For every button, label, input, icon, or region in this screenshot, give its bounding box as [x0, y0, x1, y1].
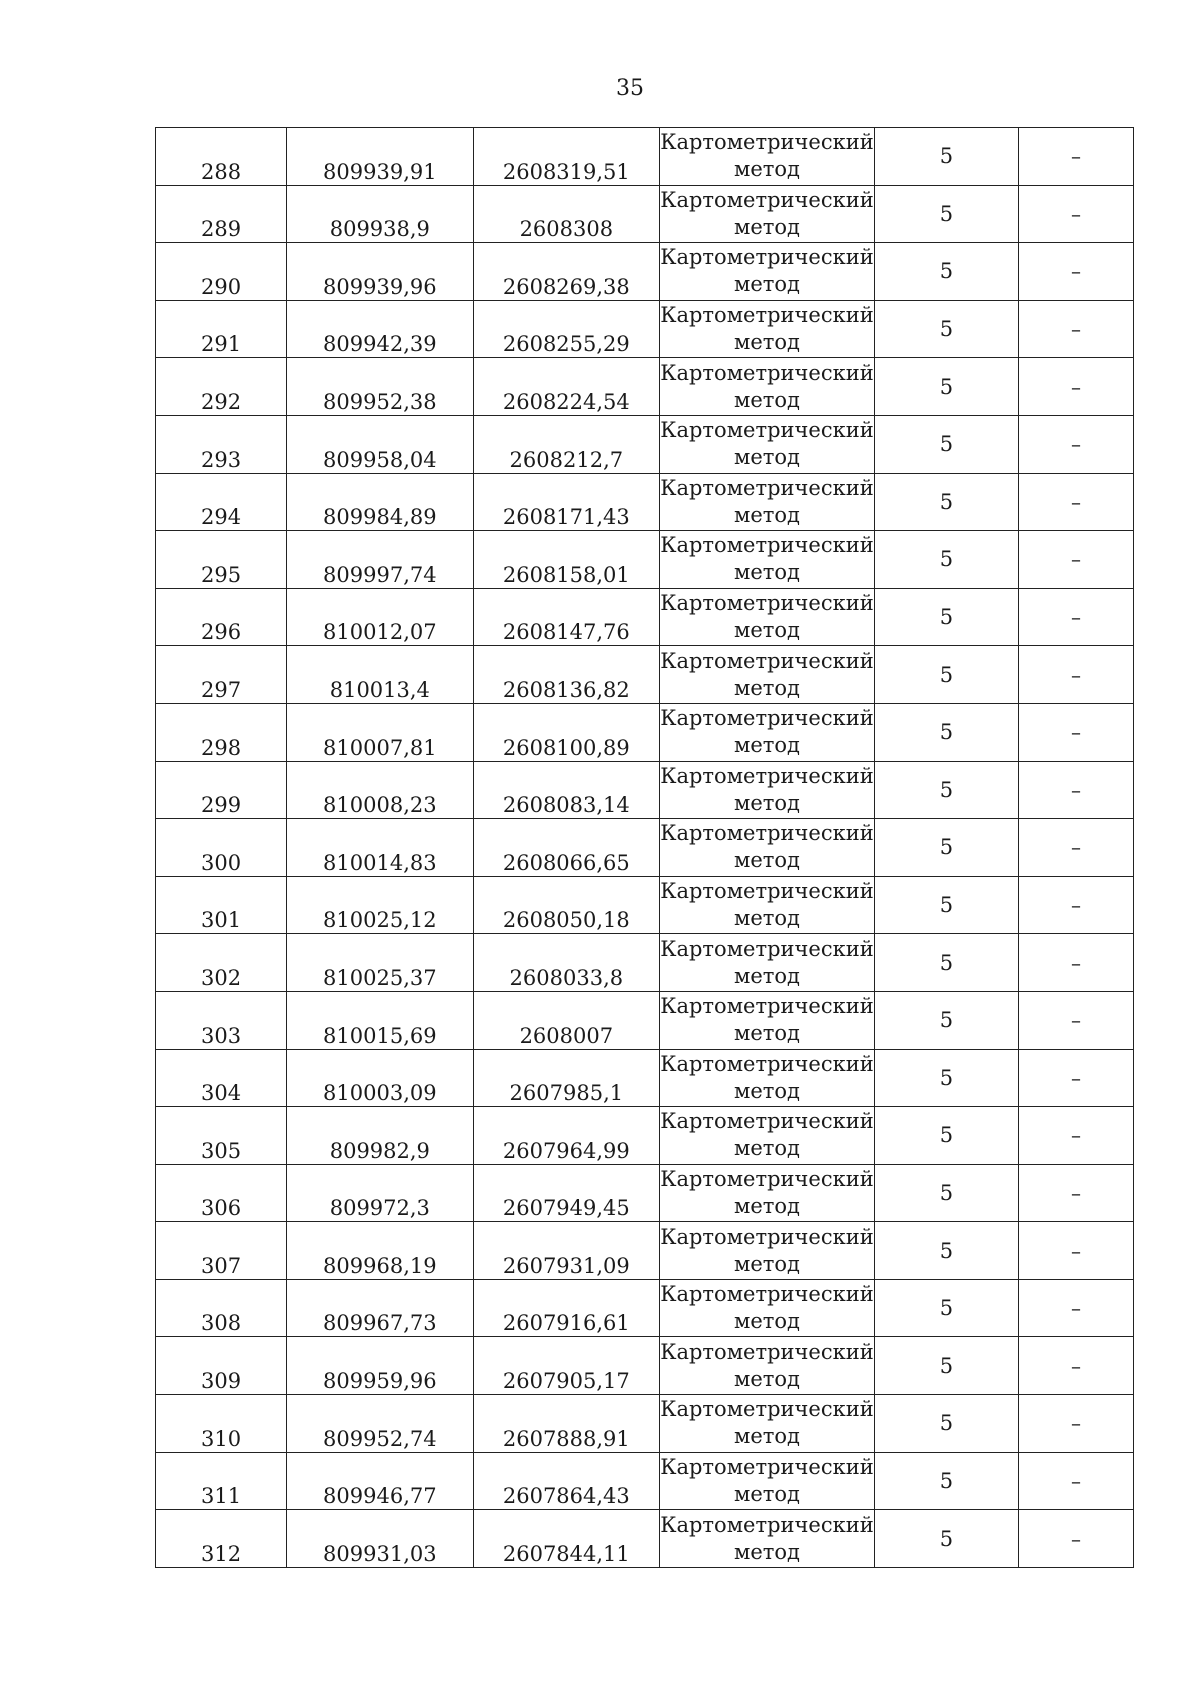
method-line-1: Картометрический — [660, 1224, 874, 1249]
description-cell: – — [1019, 991, 1134, 1049]
table-row — [156, 1222, 1134, 1280]
method-line-2: метод — [733, 214, 800, 239]
y-coordinate-cell: 2608158,01 — [473, 531, 660, 589]
description-cell: – — [1019, 588, 1134, 646]
method-line-1: Картометрический — [660, 303, 874, 328]
method-cell — [660, 1164, 875, 1222]
table-row — [156, 473, 1134, 531]
method-line-2: метод — [733, 1136, 800, 1161]
table-row — [156, 1452, 1134, 1510]
x-coordinate-cell: 809939,96 — [287, 243, 474, 301]
y-coordinate-cell: 2607931,09 — [473, 1222, 660, 1280]
description-cell: – — [1019, 646, 1134, 704]
x-coordinate-cell: 809952,38 — [287, 358, 474, 416]
x-coordinate-cell: 809952,74 — [287, 1395, 474, 1453]
method-line-2: метод — [733, 963, 800, 988]
point-number-cell: 302 — [156, 934, 287, 992]
method-line-2: метод — [733, 1078, 800, 1103]
method-line-2: метод — [733, 445, 800, 470]
method-line-2: метод — [733, 1021, 800, 1046]
y-coordinate-cell: 2608255,29 — [473, 300, 660, 358]
description-cell: – — [1019, 934, 1134, 992]
accuracy-cell: 5 — [874, 185, 1018, 243]
method-cell — [660, 646, 875, 704]
method-cell — [660, 243, 875, 301]
table-row — [156, 128, 1134, 186]
method-cell — [660, 531, 875, 589]
description-cell: – — [1019, 1395, 1134, 1453]
method-line-2: метод — [733, 387, 800, 412]
point-number-cell: 304 — [156, 1049, 287, 1107]
x-coordinate-cell: 810014,83 — [287, 819, 474, 877]
point-number-cell: 290 — [156, 243, 287, 301]
table-row — [156, 1049, 1134, 1107]
method-cell — [660, 761, 875, 819]
accuracy-cell: 5 — [874, 934, 1018, 992]
description-cell: – — [1019, 358, 1134, 416]
point-number-cell: 301 — [156, 876, 287, 934]
y-coordinate-cell: 2608171,43 — [473, 473, 660, 531]
point-number-cell: 289 — [156, 185, 287, 243]
method-line-2: метод — [733, 157, 800, 182]
x-coordinate-cell: 809942,39 — [287, 300, 474, 358]
method-line-1: Картометрический — [660, 418, 874, 443]
point-number-cell: 311 — [156, 1452, 287, 1510]
table-row — [156, 185, 1134, 243]
accuracy-cell: 5 — [874, 1510, 1018, 1568]
description-cell: – — [1019, 1049, 1134, 1107]
description-cell: – — [1019, 300, 1134, 358]
method-line-1: Картометрический — [660, 1166, 874, 1191]
x-coordinate-cell: 809938,9 — [287, 185, 474, 243]
table-row — [156, 1279, 1134, 1337]
coordinates-table — [155, 127, 1134, 1568]
y-coordinate-cell: 2608136,82 — [473, 646, 660, 704]
table-row — [156, 1337, 1134, 1395]
point-number-cell: 305 — [156, 1107, 287, 1165]
table-row — [156, 531, 1134, 589]
x-coordinate-cell: 809958,04 — [287, 415, 474, 473]
y-coordinate-cell: 2608050,18 — [473, 876, 660, 934]
method-line-1: Картометрический — [660, 821, 874, 846]
method-cell — [660, 1049, 875, 1107]
table-row — [156, 358, 1134, 416]
method-line-2: метод — [733, 733, 800, 758]
point-number-cell: 291 — [156, 300, 287, 358]
x-coordinate-cell: 809959,96 — [287, 1337, 474, 1395]
method-line-1: Картометрический — [660, 706, 874, 731]
description-cell: – — [1019, 876, 1134, 934]
description-cell: – — [1019, 415, 1134, 473]
point-number-cell: 296 — [156, 588, 287, 646]
method-line-1: Картометрический — [660, 1109, 874, 1134]
x-coordinate-cell: 809967,73 — [287, 1279, 474, 1337]
x-coordinate-cell: 810012,07 — [287, 588, 474, 646]
point-number-cell: 292 — [156, 358, 287, 416]
method-cell — [660, 473, 875, 531]
method-cell — [660, 819, 875, 877]
method-line-2: метод — [733, 1309, 800, 1334]
method-cell — [660, 1222, 875, 1280]
table-row — [156, 703, 1134, 761]
table-row — [156, 934, 1134, 992]
accuracy-cell: 5 — [874, 358, 1018, 416]
method-line-1: Картометрический — [660, 360, 874, 385]
method-line-2: метод — [733, 1539, 800, 1564]
method-cell — [660, 1510, 875, 1568]
y-coordinate-cell: 2607864,43 — [473, 1452, 660, 1510]
accuracy-cell: 5 — [874, 703, 1018, 761]
description-cell: – — [1019, 128, 1134, 186]
accuracy-cell: 5 — [874, 415, 1018, 473]
method-line-1: Картометрический — [660, 879, 874, 904]
table-row — [156, 819, 1134, 877]
table-row — [156, 243, 1134, 301]
accuracy-cell: 5 — [874, 473, 1018, 531]
x-coordinate-cell: 810007,81 — [287, 703, 474, 761]
point-number-cell: 303 — [156, 991, 287, 1049]
accuracy-cell: 5 — [874, 243, 1018, 301]
method-cell — [660, 1395, 875, 1453]
point-number-cell: 298 — [156, 703, 287, 761]
method-line-1: Картометрический — [660, 591, 874, 616]
method-cell — [660, 1452, 875, 1510]
description-cell: – — [1019, 1279, 1134, 1337]
y-coordinate-cell: 2608212,7 — [473, 415, 660, 473]
accuracy-cell: 5 — [874, 128, 1018, 186]
accuracy-cell: 5 — [874, 991, 1018, 1049]
x-coordinate-cell: 810025,12 — [287, 876, 474, 934]
method-cell — [660, 588, 875, 646]
y-coordinate-cell: 2607888,91 — [473, 1395, 660, 1453]
point-number-cell: 299 — [156, 761, 287, 819]
accuracy-cell: 5 — [874, 1395, 1018, 1453]
y-coordinate-cell: 2607916,61 — [473, 1279, 660, 1337]
table-row — [156, 1510, 1134, 1568]
method-line-1: Картометрический — [660, 1397, 874, 1422]
accuracy-cell: 5 — [874, 1164, 1018, 1222]
table-row — [156, 1164, 1134, 1222]
description-cell: – — [1019, 473, 1134, 531]
coordinates-table-body — [156, 128, 1134, 1568]
y-coordinate-cell: 2607905,17 — [473, 1337, 660, 1395]
y-coordinate-cell: 2608033,8 — [473, 934, 660, 992]
x-coordinate-cell: 809984,89 — [287, 473, 474, 531]
method-line-1: Картометрический — [660, 533, 874, 558]
x-coordinate-cell: 809972,3 — [287, 1164, 474, 1222]
method-line-2: метод — [733, 618, 800, 643]
table-row — [156, 1395, 1134, 1453]
accuracy-cell: 5 — [874, 819, 1018, 877]
point-number-cell: 310 — [156, 1395, 287, 1453]
x-coordinate-cell: 810013,4 — [287, 646, 474, 704]
accuracy-cell: 5 — [874, 1337, 1018, 1395]
y-coordinate-cell: 2608100,89 — [473, 703, 660, 761]
method-line-1: Картометрический — [660, 763, 874, 788]
point-number-cell: 294 — [156, 473, 287, 531]
y-coordinate-cell: 2607985,1 — [473, 1049, 660, 1107]
description-cell: – — [1019, 243, 1134, 301]
y-coordinate-cell: 2608007 — [473, 991, 660, 1049]
description-cell: – — [1019, 1222, 1134, 1280]
x-coordinate-cell: 810008,23 — [287, 761, 474, 819]
table-row — [156, 415, 1134, 473]
method-line-2: метод — [733, 1251, 800, 1276]
point-number-cell: 297 — [156, 646, 287, 704]
method-line-2: метод — [733, 675, 800, 700]
y-coordinate-cell: 2608308 — [473, 185, 660, 243]
description-cell: – — [1019, 1107, 1134, 1165]
description-cell: – — [1019, 1164, 1134, 1222]
method-line-1: Картометрический — [660, 245, 874, 270]
point-number-cell: 288 — [156, 128, 287, 186]
method-cell — [660, 415, 875, 473]
table-row — [156, 646, 1134, 704]
point-number-cell: 307 — [156, 1222, 287, 1280]
description-cell: – — [1019, 1337, 1134, 1395]
table-row — [156, 991, 1134, 1049]
method-cell — [660, 1337, 875, 1395]
y-coordinate-cell: 2608083,14 — [473, 761, 660, 819]
method-line-1: Картометрический — [660, 648, 874, 673]
method-line-2: метод — [733, 848, 800, 873]
method-line-1: Картометрический — [660, 1512, 874, 1537]
method-line-2: метод — [733, 1424, 800, 1449]
accuracy-cell: 5 — [874, 1049, 1018, 1107]
y-coordinate-cell: 2608319,51 — [473, 128, 660, 186]
method-line-2: метод — [733, 272, 800, 297]
x-coordinate-cell: 810003,09 — [287, 1049, 474, 1107]
y-coordinate-cell: 2607949,45 — [473, 1164, 660, 1222]
method-cell — [660, 876, 875, 934]
table-row — [156, 761, 1134, 819]
description-cell: – — [1019, 1510, 1134, 1568]
x-coordinate-cell: 809997,74 — [287, 531, 474, 589]
y-coordinate-cell: 2608269,38 — [473, 243, 660, 301]
method-line-2: метод — [733, 790, 800, 815]
y-coordinate-cell: 2608066,65 — [473, 819, 660, 877]
y-coordinate-cell: 2608224,54 — [473, 358, 660, 416]
description-cell: – — [1019, 185, 1134, 243]
x-coordinate-cell: 809968,19 — [287, 1222, 474, 1280]
method-line-1: Картометрический — [660, 130, 874, 155]
method-line-1: Картометрический — [660, 1282, 874, 1307]
accuracy-cell: 5 — [874, 876, 1018, 934]
method-cell — [660, 991, 875, 1049]
table-row — [156, 300, 1134, 358]
method-cell — [660, 358, 875, 416]
method-line-1: Картометрический — [660, 936, 874, 961]
method-line-2: метод — [733, 502, 800, 527]
method-line-2: метод — [733, 906, 800, 931]
method-cell — [660, 1279, 875, 1337]
method-cell — [660, 185, 875, 243]
method-line-1: Картометрический — [660, 187, 874, 212]
page-number: 35 — [616, 76, 644, 101]
description-cell: – — [1019, 531, 1134, 589]
description-cell: – — [1019, 761, 1134, 819]
table-row — [156, 876, 1134, 934]
point-number-cell: 312 — [156, 1510, 287, 1568]
accuracy-cell: 5 — [874, 761, 1018, 819]
accuracy-cell: 5 — [874, 1222, 1018, 1280]
point-number-cell: 293 — [156, 415, 287, 473]
point-number-cell: 309 — [156, 1337, 287, 1395]
method-cell — [660, 934, 875, 992]
method-line-2: метод — [733, 560, 800, 585]
table-row — [156, 1107, 1134, 1165]
x-coordinate-cell: 810015,69 — [287, 991, 474, 1049]
method-line-2: метод — [733, 1481, 800, 1506]
point-number-cell: 308 — [156, 1279, 287, 1337]
y-coordinate-cell: 2607964,99 — [473, 1107, 660, 1165]
x-coordinate-cell: 810025,37 — [287, 934, 474, 992]
x-coordinate-cell: 809939,91 — [287, 128, 474, 186]
accuracy-cell: 5 — [874, 300, 1018, 358]
method-line-2: метод — [733, 1366, 800, 1391]
method-cell — [660, 1107, 875, 1165]
method-line-2: метод — [733, 1193, 800, 1218]
method-line-1: Картометрический — [660, 475, 874, 500]
point-number-cell: 306 — [156, 1164, 287, 1222]
description-cell: – — [1019, 819, 1134, 877]
method-line-2: метод — [733, 330, 800, 355]
x-coordinate-cell: 809982,9 — [287, 1107, 474, 1165]
accuracy-cell: 5 — [874, 1107, 1018, 1165]
y-coordinate-cell: 2608147,76 — [473, 588, 660, 646]
method-cell — [660, 128, 875, 186]
x-coordinate-cell: 809931,03 — [287, 1510, 474, 1568]
accuracy-cell: 5 — [874, 1279, 1018, 1337]
accuracy-cell: 5 — [874, 1452, 1018, 1510]
point-number-cell: 295 — [156, 531, 287, 589]
description-cell: – — [1019, 703, 1134, 761]
accuracy-cell: 5 — [874, 588, 1018, 646]
table-row — [156, 588, 1134, 646]
method-line-1: Картометрический — [660, 1339, 874, 1364]
accuracy-cell: 5 — [874, 531, 1018, 589]
method-line-1: Картометрический — [660, 1051, 874, 1076]
method-cell — [660, 300, 875, 358]
x-coordinate-cell: 809946,77 — [287, 1452, 474, 1510]
point-number-cell: 300 — [156, 819, 287, 877]
method-cell — [660, 703, 875, 761]
y-coordinate-cell: 2607844,11 — [473, 1510, 660, 1568]
method-line-1: Картометрический — [660, 1454, 874, 1479]
method-line-1: Картометрический — [660, 994, 874, 1019]
description-cell: – — [1019, 1452, 1134, 1510]
accuracy-cell: 5 — [874, 646, 1018, 704]
